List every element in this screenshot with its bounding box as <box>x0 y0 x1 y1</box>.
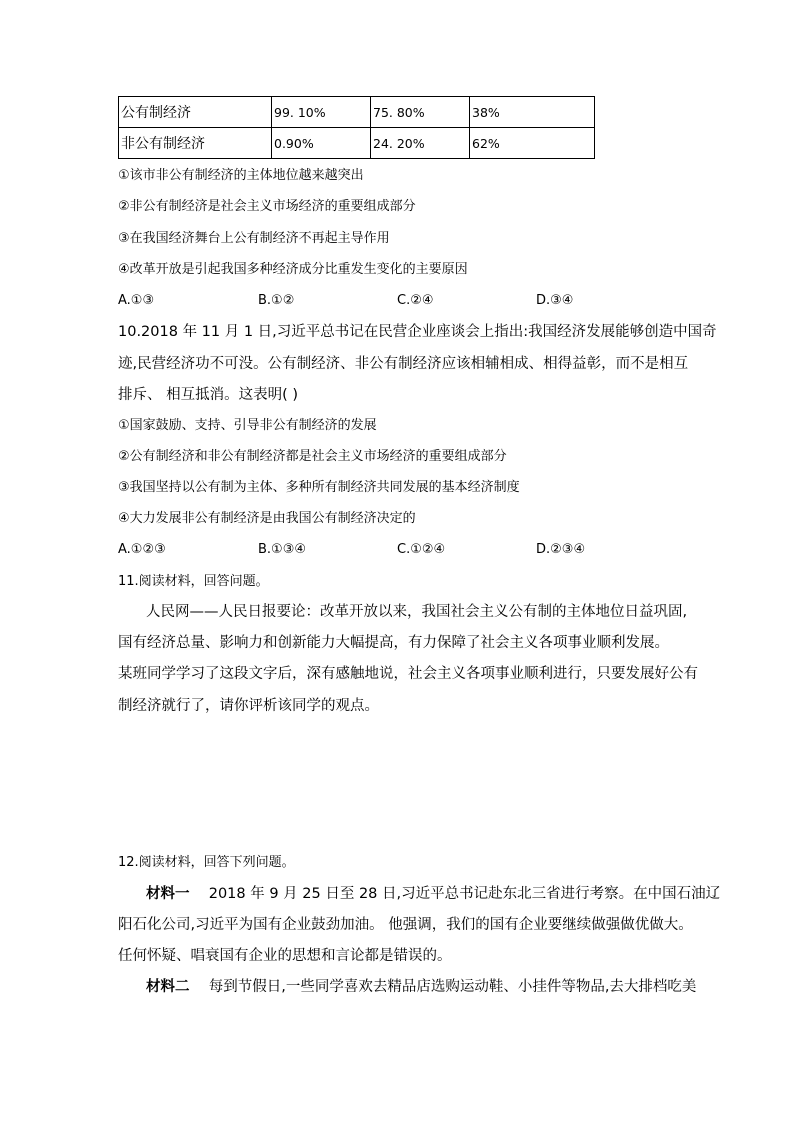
material-2-text: 每到节假日,一些同学喜欢去精品店选购运动鞋、小挂件等物品,去大排档吃美 <box>208 979 697 995</box>
q10-stem-line-3: 排斥、 相互抵消。这表明( ) <box>118 387 299 403</box>
q10-option-a: A.①②③ <box>118 542 166 557</box>
q9-option-d: D.③④ <box>536 293 574 308</box>
economy-share-table <box>118 96 595 159</box>
q9-statement-3: ③在我国经济舞台上公有制经济不再起主导作用 <box>118 231 390 246</box>
q9-option-c: C.②④ <box>397 293 434 308</box>
material-1-label: 材料一 <box>146 886 190 902</box>
q9-statement-4: ④改革开放是引起我国多种经济成分比重发生变化的主要原因 <box>118 262 468 277</box>
q10-stem-line-1: 10.2018 年 11 月 1 日,习近平总书记在民营企业座谈会上指出:我国经济发展能够创造中国奇 <box>118 324 717 340</box>
q10-stem-line-2: 迹,民营经济功不可没。公有制经济、非公有制经济应该相辅相成、相得益彰，而不是相互 <box>118 356 689 372</box>
q11-material-line-1: 人民网——人民日报要论：改革开放以来，我国社会主义公有制的主体地位日益巩固, <box>146 604 688 620</box>
table-row <box>119 128 595 159</box>
q12-material-1-line-1 <box>146 886 720 902</box>
table-cell: 0.90% <box>272 128 371 159</box>
q11-question-line-2: 制经济就行了，请你评析该同学的观点。 <box>118 698 379 714</box>
q10-option-d: D.②③④ <box>536 542 586 557</box>
material-1-text: 2018 年 9 月 25 日至 28 日,习近平总书记赴东北三省进行考察。在中国石油辽 <box>208 886 721 902</box>
q10-option-b: B.①③④ <box>258 542 307 557</box>
q12-material-2-line-1 <box>146 979 696 995</box>
q12-material-1-line-3: 任何怀疑、唱衰国有企业的思想和言论都是错误的。 <box>118 948 452 964</box>
table-cell: 99. 10% <box>272 97 371 128</box>
q10-option-c: C.①②④ <box>397 542 446 557</box>
q9-option-b: B.①② <box>258 293 295 308</box>
q11-title: 11.阅读材料，回答问题。 <box>118 574 269 589</box>
q10-statement-2: ②公有制经济和非公有制经济都是社会主义市场经济的重要组成部分 <box>118 449 507 464</box>
q10-statement-4: ④大力发展非公有制经济是由我国公有制经济决定的 <box>118 511 416 526</box>
q12-title: 12.阅读材料，回答下列问题。 <box>118 855 295 870</box>
q9-statement-2: ②非公有制经济是社会主义市场经济的重要组成部分 <box>118 199 416 214</box>
q10-statement-3: ③我国坚持以公有制为主体、多种所有制经济共同发展的基本经济制度 <box>118 480 520 495</box>
table-cell: 24. 20% <box>371 128 470 159</box>
table-cell: 38% <box>470 97 595 128</box>
q9-statement-1: ①该市非公有制经济的主体地位越来越突出 <box>118 168 364 183</box>
q11-question-line-1: 某班同学学习了这段文字后，深有感触地说，社会主义各项事业顺利进行，只要发展好公有 <box>118 666 698 682</box>
material-2-label: 材料二 <box>146 979 190 995</box>
table-cell: 75. 80% <box>371 97 470 128</box>
table-cell: 62% <box>470 128 595 159</box>
table-cell: 非公有制经济 <box>119 128 272 159</box>
q9-option-a: A.①③ <box>118 293 155 308</box>
table-cell: 公有制经济 <box>119 97 272 128</box>
q12-material-1-line-2: 阳石化公司,习近平为国有企业鼓劲加油。 他强调，我们的国有企业要继续做强做优做大。 <box>118 917 693 933</box>
table-row <box>119 97 595 128</box>
q10-statement-1: ①国家鼓励、支持、引导非公有制经济的发展 <box>118 418 377 433</box>
q11-material-line-2: 国有经济总量、影响力和创新能力大幅提高，有力保障了社会主义各项事业顺利发展。 <box>118 635 669 651</box>
